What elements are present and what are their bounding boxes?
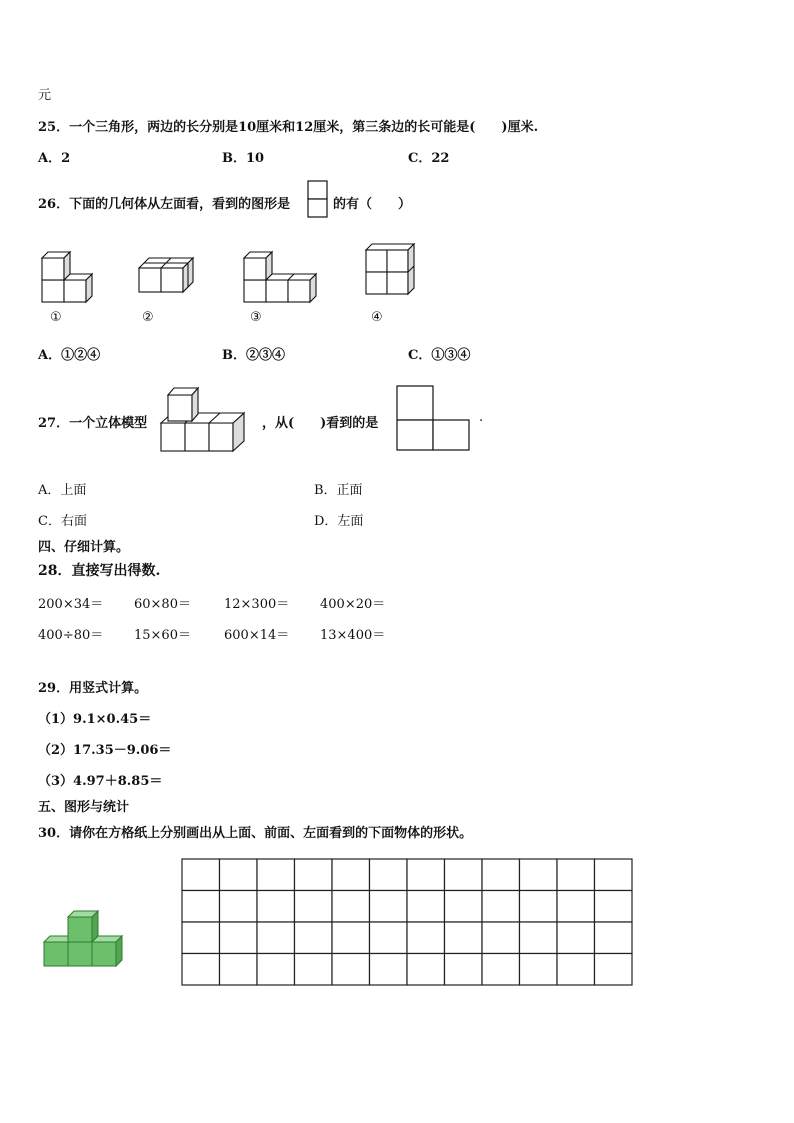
q26-text-after: 的有（ ） bbox=[333, 197, 412, 212]
grid-cell[interactable] bbox=[295, 922, 333, 954]
q28-r2-c1: 400÷80＝ bbox=[38, 628, 104, 643]
grid-cell[interactable] bbox=[332, 859, 370, 891]
q28-r2-c4: 13×400＝ bbox=[320, 628, 386, 643]
q27-model-figure bbox=[160, 386, 250, 454]
grid-cell[interactable] bbox=[220, 891, 258, 923]
grid-cell[interactable] bbox=[182, 891, 220, 923]
q28-r1-c3: 12×300＝ bbox=[224, 597, 290, 612]
q26-option-c[interactable]: C．①③④ bbox=[408, 348, 471, 363]
q25-text: 25．一个三角形，两边的长分别是10厘米和12厘米，第三条边的长可能是( )厘米. bbox=[38, 120, 539, 135]
q26-label-2: ② bbox=[142, 310, 154, 325]
grid-cell[interactable] bbox=[370, 922, 408, 954]
grid-cell[interactable] bbox=[370, 859, 408, 891]
q30-title: 30．请你在方格纸上分别画出从上面、前面、左面看到的下面物体的形状。 bbox=[38, 826, 473, 841]
grid-cell[interactable] bbox=[445, 859, 483, 891]
grid-cell[interactable] bbox=[332, 954, 370, 986]
q29-item-3: （3）4.97＋8.85＝ bbox=[38, 774, 163, 789]
grid-cell[interactable] bbox=[482, 922, 520, 954]
section-4-heading: 四、仔细计算。 bbox=[38, 540, 130, 555]
grid-cell[interactable] bbox=[520, 922, 558, 954]
grid-cell[interactable] bbox=[445, 954, 483, 986]
grid-cell[interactable] bbox=[595, 922, 633, 954]
q26-label-1: ① bbox=[50, 310, 62, 325]
grid-cell[interactable] bbox=[370, 954, 408, 986]
grid-cell[interactable] bbox=[407, 859, 445, 891]
q30-grid-paper[interactable] bbox=[181, 858, 635, 988]
q30-green-cube-model bbox=[40, 908, 130, 970]
grid-cell[interactable] bbox=[482, 859, 520, 891]
q28-r2-c2: 15×60＝ bbox=[134, 628, 191, 643]
grid-cell[interactable] bbox=[595, 891, 633, 923]
grid-cell[interactable] bbox=[257, 859, 295, 891]
q26-option-a[interactable]: A．①②④ bbox=[38, 348, 101, 363]
q27-option-b[interactable]: B．正面 bbox=[314, 483, 363, 498]
q28-r1-c4: 400×20＝ bbox=[320, 597, 386, 612]
grid-cell[interactable] bbox=[257, 922, 295, 954]
q26-figure-4 bbox=[363, 240, 419, 300]
q29-item-1: （1）9.1×0.45＝ bbox=[38, 712, 152, 727]
grid-cell[interactable] bbox=[220, 859, 258, 891]
grid-cell[interactable] bbox=[445, 891, 483, 923]
q26-label-4: ④ bbox=[371, 310, 383, 325]
grid-cell[interactable] bbox=[295, 954, 333, 986]
grid-cell[interactable] bbox=[520, 954, 558, 986]
q26-figure-2 bbox=[135, 254, 197, 298]
grid-cell[interactable] bbox=[557, 922, 595, 954]
grid-cell[interactable] bbox=[407, 891, 445, 923]
grid-cell[interactable] bbox=[557, 954, 595, 986]
grid-cell[interactable] bbox=[257, 954, 295, 986]
q27-option-c[interactable]: C．右面 bbox=[38, 514, 87, 529]
grid-cell[interactable] bbox=[370, 891, 408, 923]
top-fragment: 元 bbox=[38, 88, 52, 103]
q25-option-a[interactable]: A．2 bbox=[38, 151, 71, 166]
grid-cell[interactable] bbox=[295, 891, 333, 923]
q27-text-after: ，从( )看到的是 bbox=[262, 416, 379, 431]
q27-text-before: 27．一个立体模型 bbox=[38, 416, 148, 431]
q26-option-b[interactable]: B．②③④ bbox=[222, 348, 285, 363]
q28-r2-c3: 600×14＝ bbox=[224, 628, 290, 643]
q27-option-a[interactable]: A．上面 bbox=[38, 483, 87, 498]
q25-option-b[interactable]: B．10 bbox=[222, 151, 265, 166]
grid-cell[interactable] bbox=[557, 859, 595, 891]
grid-cell[interactable] bbox=[520, 891, 558, 923]
grid-cell[interactable] bbox=[182, 859, 220, 891]
q26-text-before: 26．下面的几何体从左面看，看到的图形是 bbox=[38, 197, 291, 212]
q28-r1-c1: 200×34＝ bbox=[38, 597, 104, 612]
grid-cell[interactable] bbox=[482, 891, 520, 923]
section-5-heading: 五、图形与统计 bbox=[38, 800, 130, 815]
q26-label-3: ③ bbox=[250, 310, 262, 325]
grid-cell[interactable] bbox=[482, 954, 520, 986]
q28-r1-c2: 60×80＝ bbox=[134, 597, 191, 612]
q28-title: 28．直接写出得数. bbox=[38, 563, 161, 579]
grid-cell[interactable] bbox=[220, 954, 258, 986]
q29-title: 29．用竖式计算。 bbox=[38, 681, 148, 696]
grid-cell[interactable] bbox=[520, 859, 558, 891]
grid-cell[interactable] bbox=[595, 859, 633, 891]
grid-cell[interactable] bbox=[445, 922, 483, 954]
q29-item-2: （2）17.35－9.06＝ bbox=[38, 743, 172, 758]
grid-cell[interactable] bbox=[332, 891, 370, 923]
grid-cell[interactable] bbox=[182, 954, 220, 986]
grid-cell[interactable] bbox=[332, 922, 370, 954]
grid-cell[interactable] bbox=[182, 922, 220, 954]
q25-option-c[interactable]: C．22 bbox=[408, 151, 450, 166]
q26-left-view-figure bbox=[307, 180, 329, 220]
grid-cell[interactable] bbox=[295, 859, 333, 891]
grid-cell[interactable] bbox=[220, 922, 258, 954]
q27-period: . bbox=[479, 410, 484, 425]
grid-cell[interactable] bbox=[557, 891, 595, 923]
q26-figure-3 bbox=[242, 248, 324, 308]
grid-cell[interactable] bbox=[257, 891, 295, 923]
q26-figure-1 bbox=[40, 248, 100, 308]
q27-view-figure bbox=[396, 385, 472, 453]
grid-cell[interactable] bbox=[407, 954, 445, 986]
grid-cell[interactable] bbox=[595, 954, 633, 986]
q27-option-d[interactable]: D．左面 bbox=[314, 514, 364, 529]
grid-cell[interactable] bbox=[407, 922, 445, 954]
